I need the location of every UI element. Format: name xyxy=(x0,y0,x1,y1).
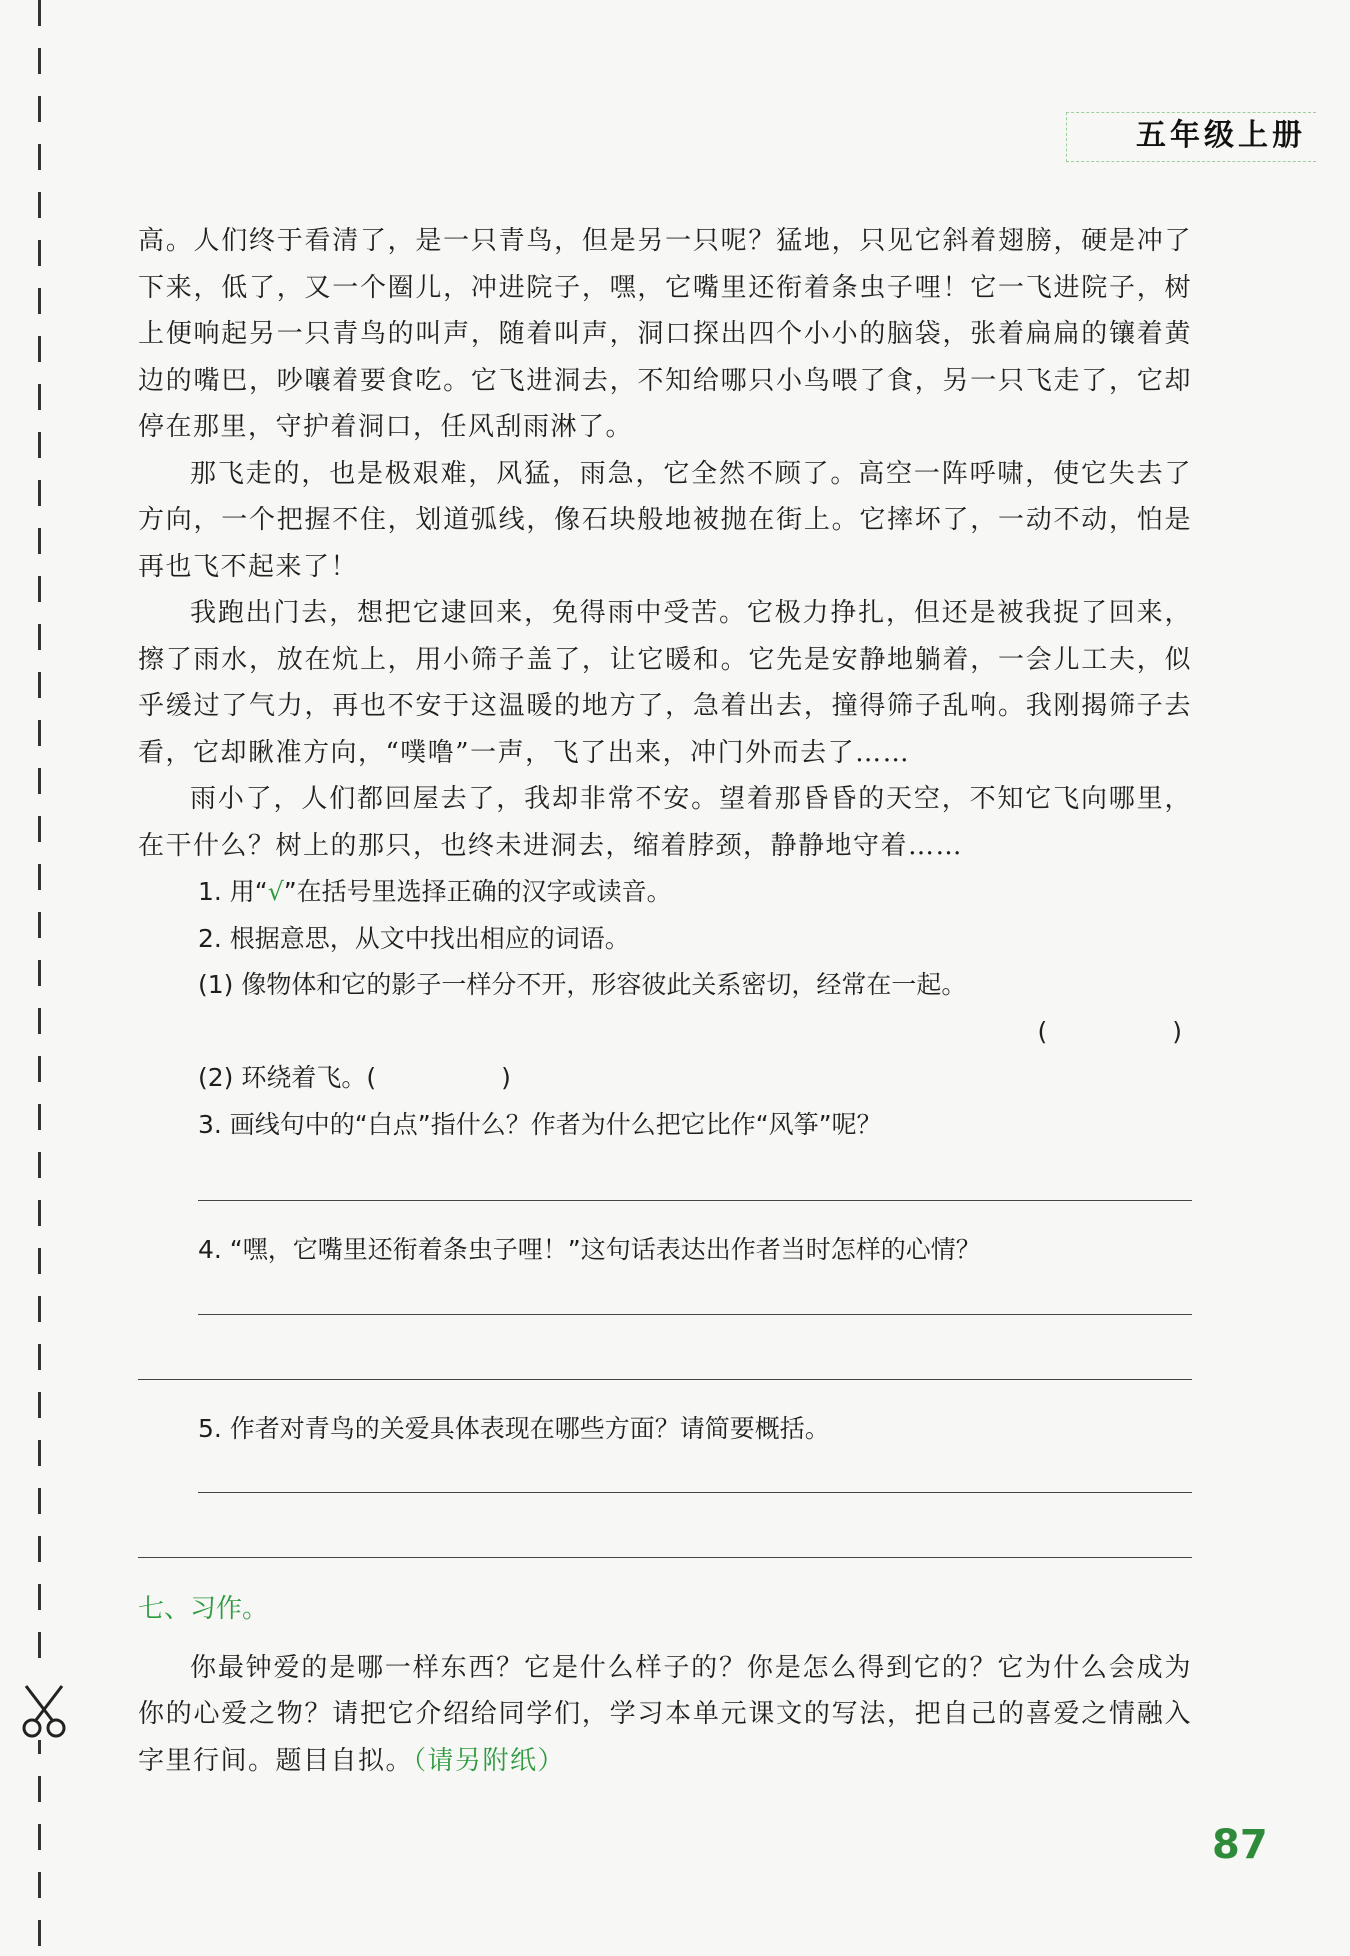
question-2-2: (2) 环绕着飞。( ) xyxy=(198,1063,511,1092)
section-7-prompt: 你最钟爱的是哪一样东西？它是什么样子的？你是怎么得到它的？它为什么会成为你的心爱之物？请把它介绍给同学们，学习本单元课文的写法，把自己的喜爱之情融入字里行间。题目自拟。 xyxy=(138,1652,1192,1776)
section-7-body xyxy=(138,1645,1192,1785)
scissors-icon xyxy=(14,1680,74,1740)
page-number: 87 xyxy=(1212,1822,1268,1868)
passage-paragraph-1: 高。人们终于看清了，是一只青鸟，但是另一只呢？猛地，只见它斜着翅膀，硬是冲了下来，低了，又一个圈儿，冲进院子，嘿，它嘴里还衔着条虫子哩！它一飞进院子，树上便响起另一只青鸟的叫声，随着叫声，洞口探出四个小小的脑袋，张着扁扁的镶着黄边的嘴巴，吵嚷着要食吃。它飞进洞去，不知给哪只小鸟喂了食，另一只飞走了，它却停在那里，守护着洞口，任风刮雨淋了。 xyxy=(138,226,1192,442)
section-7-note: （请另附纸） xyxy=(413,1745,566,1776)
passage-paragraph-2: 那飞走的，也是极艰难，风猛，雨急，它全然不顾了。高空一阵呼啸，使它失去了方向，一个把握不住，划道弧线，像石块般地被抛在街上。它摔坏了，一动不动，怕是再也飞不起来了！ xyxy=(138,458,1192,582)
passage-paragraph-4: 雨小了，人们都回屋去了，我却非常不安。望着那昏昏的天空，不知它飞向哪里，在干什么？树上的那只，也终未进洞去，缩着脖颈，静静地守着…… xyxy=(138,784,1192,861)
question-4: 4. “嘿，它嘴里还衔着条虫子哩！”这句话表达出作者当时怎样的心情？ xyxy=(198,1235,981,1264)
question-2: 2. 根据意思，从文中找出相应的词语。 xyxy=(198,923,630,953)
page-content xyxy=(138,218,1192,1784)
question-5: 5. 作者对青鸟的关爱具体表现在哪些方面？请简要概括。 xyxy=(198,1413,830,1443)
section-7-title: 七、习作。 xyxy=(138,1594,269,1624)
checkmark-icon: √ xyxy=(267,877,284,906)
grade-label: 五年级上册 xyxy=(1066,112,1316,162)
question-1 xyxy=(138,869,1192,916)
cut-guide-line xyxy=(36,0,42,1956)
question-3: 3. 画线句中的“白点”指什么？作者为什么把它比作“风筝”呢？ xyxy=(198,1109,882,1139)
question-2-1-answer-blank[interactable]: ( ) xyxy=(1037,1016,1182,1046)
passage-paragraph-3: 我跑出门去，想把它逮回来，免得雨中受苦。它极力挣扎，但还是被我捉了回来，擦了雨水，放在炕上，用小筛子盖了，让它暖和。它先是安静地躺着，一会儿工夫，似乎缓过了气力，再也不安于这温暖的地方了，急着出去，撞得筛子乱响。我刚揭筛子去看，它却瞅准方向，“噗噜”一声，飞了出来，冲门外而去了…… xyxy=(138,598,1192,768)
question-1-text-a: 1. 用“ xyxy=(198,877,268,906)
question-2-1: (1) 像物体和它的影子一样分不开，形容彼此关系密切，经常在一起。 xyxy=(198,970,967,999)
question-1-text-b: ”在括号里选择正确的汉字或读音。 xyxy=(283,877,672,906)
